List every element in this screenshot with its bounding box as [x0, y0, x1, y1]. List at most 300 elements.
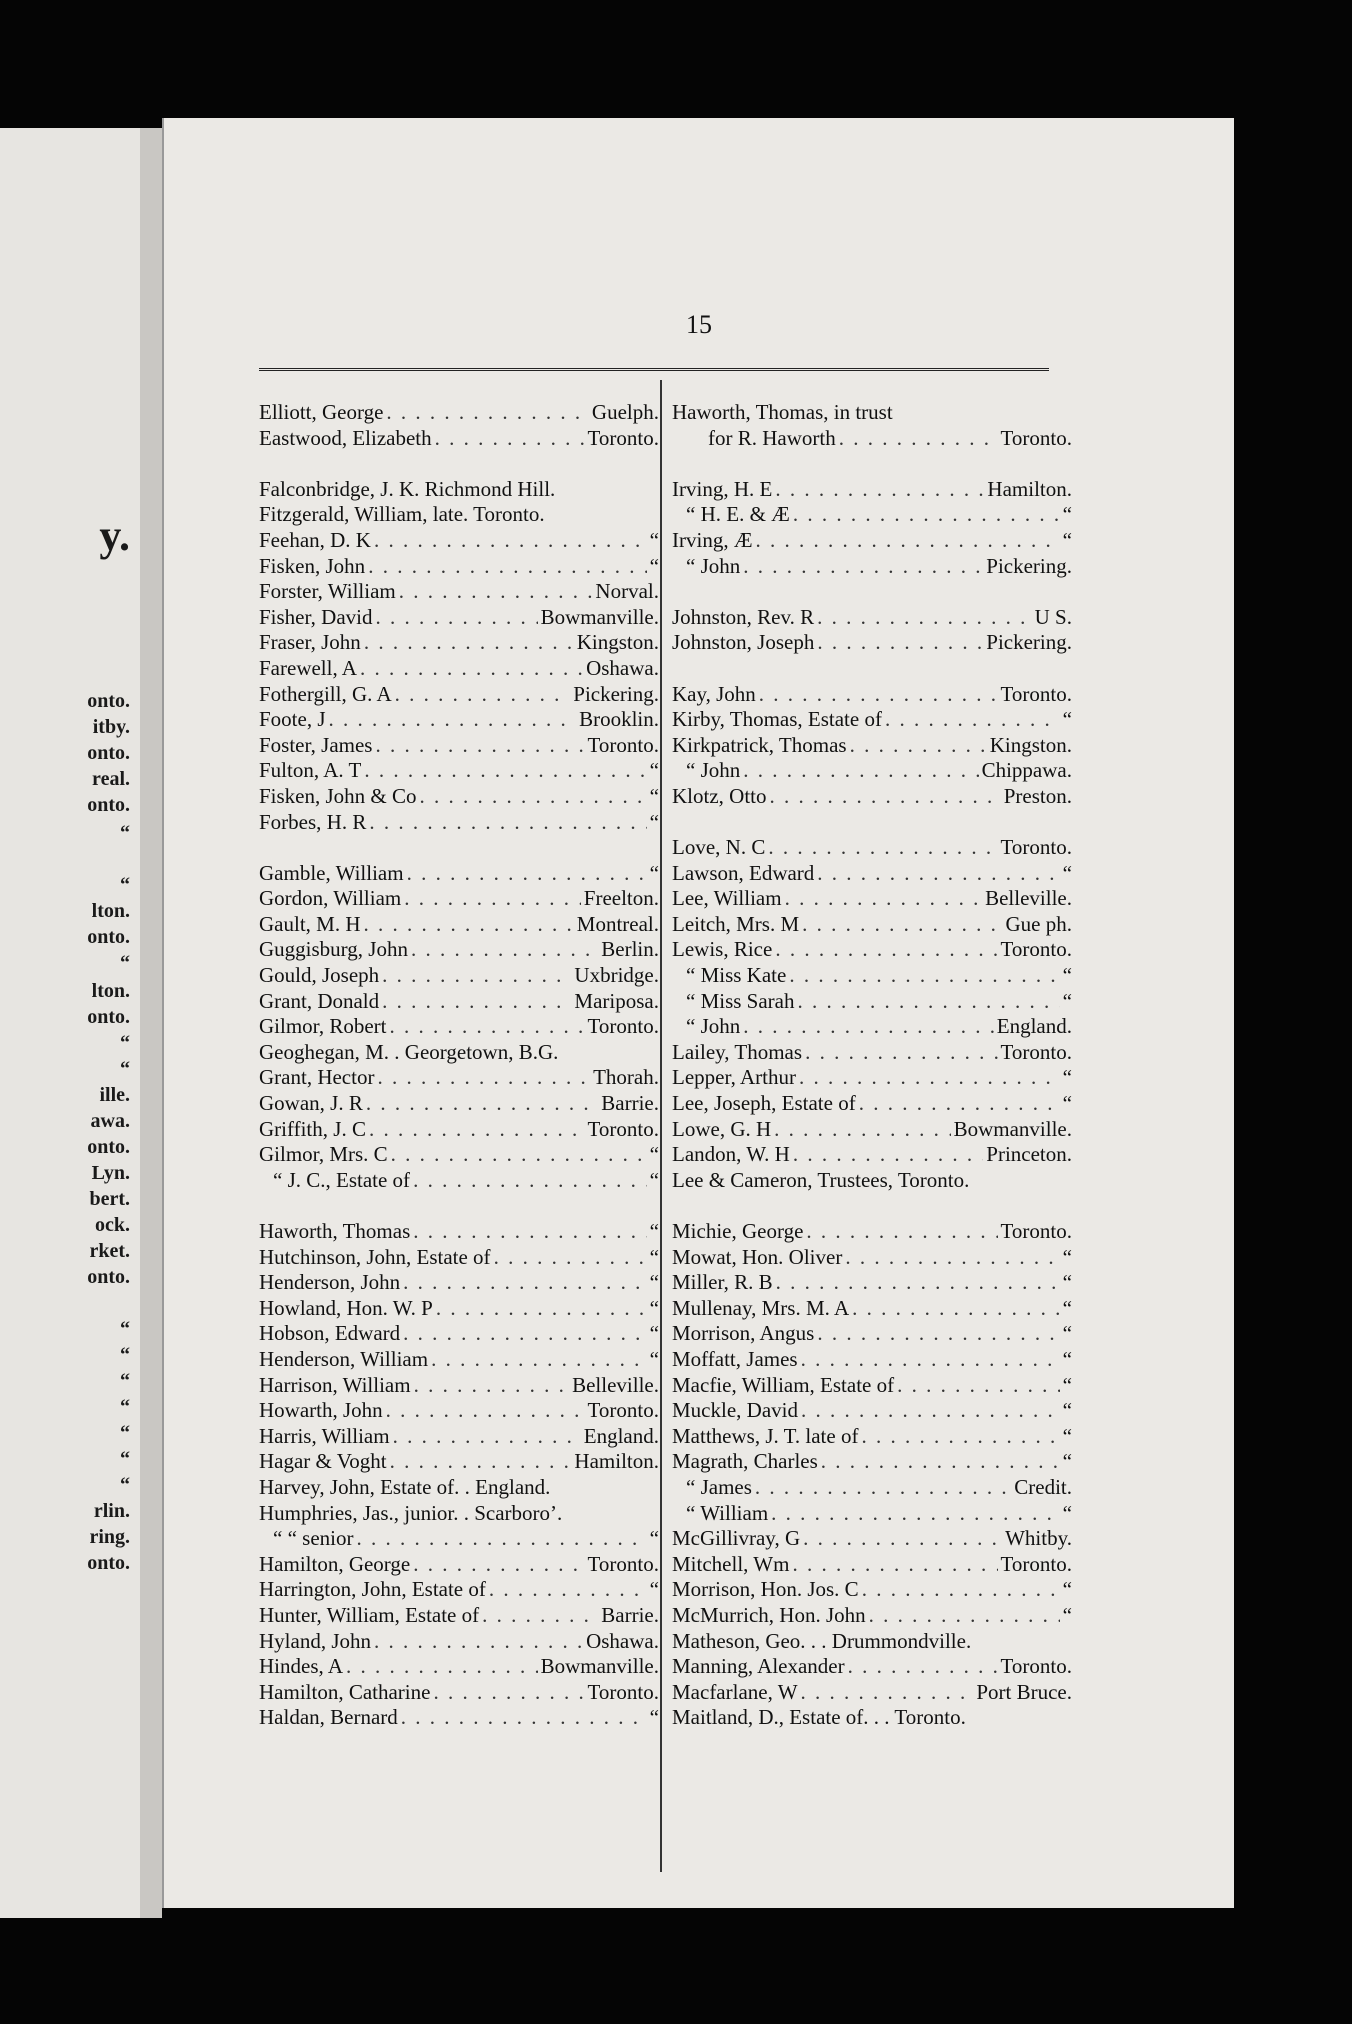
entry-place: U S. — [1034, 604, 1072, 629]
directory-entry — [672, 1577, 1072, 1603]
entry-name: Hamilton, Catharine — [259, 1679, 431, 1704]
directory-entry — [672, 426, 1072, 452]
directory-entry — [259, 1424, 659, 1450]
directory-entry — [672, 502, 1072, 528]
leader-dots — [885, 707, 1060, 733]
entry-place: “ — [1062, 527, 1072, 552]
entry-name: Lailey, Thomas — [672, 1039, 803, 1064]
entry-name: Leitch, Mrs. M — [672, 911, 800, 936]
directory-entry — [672, 1552, 1072, 1578]
entry-place: Toronto. — [587, 1679, 659, 1704]
directory-entry — [259, 1168, 659, 1194]
directory-entry — [672, 477, 1072, 503]
entry-name: Howarth, John — [259, 1398, 383, 1423]
leader-dots — [482, 1603, 598, 1629]
directory-entry — [672, 1603, 1072, 1629]
entry-name: Hagar & Voght — [259, 1449, 387, 1474]
leader-dots — [375, 733, 584, 759]
leader-dots — [399, 579, 593, 605]
directory-entry — [259, 1577, 659, 1603]
entry-place: Belleville. — [985, 886, 1072, 911]
leader-dots — [356, 1526, 646, 1552]
entry-name: Kay, John — [672, 681, 756, 706]
right-column — [672, 400, 1072, 1731]
facing-page-text: “ — [120, 1032, 130, 1054]
directory-entry — [259, 1705, 659, 1731]
entry-place: “ — [1062, 502, 1072, 527]
facing-page-text: onto. — [87, 926, 130, 948]
entry-name: Love, N. C — [672, 835, 766, 860]
directory-entry — [672, 682, 1072, 708]
directory-entry — [672, 1117, 1072, 1143]
entry-place: Gue ph. — [1005, 911, 1072, 936]
entry-name: Hutchinson, John, Estate of — [259, 1244, 491, 1269]
entry-name: Feehan, D. K — [259, 527, 371, 552]
directory-entry — [259, 989, 659, 1015]
column-divider — [660, 380, 662, 1872]
directory-entry — [672, 963, 1072, 989]
directory-entry — [672, 707, 1072, 733]
directory-entry — [259, 1321, 659, 1347]
directory-entry — [259, 630, 659, 656]
entry-name: Farewell, A — [259, 655, 357, 680]
leader-dots — [759, 682, 998, 708]
facing-page-text: “ — [120, 1058, 130, 1080]
entry-place: “ — [649, 553, 659, 578]
facing-page-text: “ — [120, 952, 130, 974]
leader-dots — [401, 1705, 647, 1731]
entry-name: Irving, H. E — [672, 476, 773, 501]
entry-name: Moffatt, James — [672, 1346, 798, 1371]
directory-entry — [672, 733, 1072, 759]
entry-place: Toronto. — [587, 1551, 659, 1576]
entry-place: Toronto. — [1000, 937, 1072, 962]
entry-place: “ — [1062, 1270, 1072, 1295]
directory-entry — [672, 1347, 1072, 1373]
entry-place: Hamilton. — [987, 476, 1072, 501]
directory-entry — [259, 810, 659, 836]
entry-name: “ J. C., Estate of — [273, 1167, 411, 1192]
directory-entry — [672, 554, 1072, 580]
leader-dots — [862, 1577, 1060, 1603]
directory-entry — [672, 1168, 1072, 1194]
entry-place: Pickering. — [573, 681, 659, 706]
entry-name: Falconbridge, J. K. Richmond Hill. — [259, 476, 556, 501]
leader-dots — [364, 630, 574, 656]
entry-place: Toronto. — [587, 1116, 659, 1141]
entry-place: “ — [649, 783, 659, 808]
directory-entry — [259, 554, 659, 580]
facing-page-text: ille. — [99, 1084, 130, 1106]
entry-place: Credit. — [1014, 1474, 1072, 1499]
facing-page-text: onto. — [87, 1136, 130, 1158]
leader-dots — [798, 989, 1060, 1015]
entry-place: Pickering. — [986, 630, 1072, 655]
leader-dots — [743, 554, 983, 580]
group-spacer — [259, 1193, 659, 1219]
facing-page-text: rket. — [89, 1240, 130, 1262]
entry-name: Henderson, John — [259, 1270, 401, 1295]
directory-entry — [259, 502, 659, 528]
directory-entry — [259, 1219, 659, 1245]
entry-name: Forbes, H. R — [259, 809, 367, 834]
directory-entry — [259, 912, 659, 938]
group-spacer — [672, 451, 1072, 477]
entry-name: Lee, Joseph, Estate of — [672, 1091, 856, 1116]
directory-entry — [259, 963, 659, 989]
facing-page-text: “ — [120, 1344, 130, 1366]
directory-entry — [672, 1091, 1072, 1117]
entry-name: Fraser, John — [259, 630, 361, 655]
entry-place: Princeton. — [986, 1142, 1072, 1167]
entry-name: Mowat, Hon. Oliver — [672, 1244, 843, 1269]
entry-name: Lee & Cameron, Trustees, Toronto. — [672, 1167, 970, 1192]
directory-entry — [259, 682, 659, 708]
entry-place: “ — [649, 1321, 659, 1346]
directory-entry — [672, 1501, 1072, 1527]
directory-entry — [259, 1629, 659, 1655]
entry-name: Johnston, Rev. R — [672, 604, 815, 629]
book-gutter — [140, 128, 162, 1918]
leader-dots — [793, 1142, 983, 1168]
leader-dots — [817, 630, 983, 656]
left-column — [259, 400, 659, 1731]
entry-place: Norval. — [595, 579, 659, 604]
directory-entry — [672, 886, 1072, 912]
entry-place: Oshawa. — [586, 1628, 659, 1653]
directory-entry — [259, 1475, 659, 1501]
entry-name: Harvey, John, Estate of. . England. — [259, 1474, 551, 1499]
leader-dots — [850, 733, 987, 759]
entry-name: Kirkpatrick, Thomas — [672, 732, 847, 757]
entry-name: Manning, Alexander — [672, 1654, 845, 1679]
leader-dots — [756, 528, 1060, 554]
leader-dots — [420, 784, 647, 810]
directory-entry — [672, 1526, 1072, 1552]
facing-page-text: ring. — [89, 1526, 130, 1548]
entry-name: “ H. E. & Æ — [686, 502, 790, 527]
directory-entry — [672, 1296, 1072, 1322]
entry-name: Mullenay, Mrs. M. A — [672, 1295, 850, 1320]
entry-name: Landon, W. H — [672, 1142, 790, 1167]
entry-place: “ — [649, 758, 659, 783]
leader-dots — [799, 1065, 1060, 1091]
directory-entry — [672, 605, 1072, 631]
leader-dots — [743, 758, 978, 784]
leader-dots — [435, 426, 585, 452]
entry-place: Toronto. — [1000, 681, 1072, 706]
entry-name: “ James — [686, 1474, 752, 1499]
leader-dots — [817, 1321, 1059, 1347]
directory-entry — [672, 1040, 1072, 1066]
directory-entry — [672, 1475, 1072, 1501]
facing-page-text: bert. — [89, 1188, 130, 1210]
directory-entry — [672, 861, 1072, 887]
facing-page-text: “ — [120, 1318, 130, 1340]
leader-dots — [802, 912, 1002, 938]
entry-name: Forster, William — [259, 579, 396, 604]
entry-place: “ — [1062, 1065, 1072, 1090]
entry-name: Macfarlane, W — [672, 1679, 798, 1704]
leader-dots — [369, 1117, 585, 1143]
leader-dots — [801, 1398, 1060, 1424]
entry-place: “ — [649, 1167, 659, 1192]
entry-place: “ — [649, 1705, 659, 1730]
entry-place: “ — [649, 1577, 659, 1602]
facing-page-text: rlin. — [93, 1500, 130, 1522]
leader-dots — [755, 1475, 1011, 1501]
leader-dots — [789, 963, 1059, 989]
entry-place: “ — [649, 1295, 659, 1320]
directory-entry — [672, 1449, 1072, 1475]
leader-dots — [821, 1449, 1060, 1475]
directory-entry — [259, 1040, 659, 1066]
directory-entry — [672, 784, 1072, 810]
leader-dots — [792, 1552, 997, 1578]
entry-place: “ — [1062, 1449, 1072, 1474]
facing-page-text: onto. — [87, 690, 130, 712]
entry-name: Grant, Donald — [259, 988, 380, 1013]
leader-dots — [403, 1321, 647, 1347]
entry-name: Haworth, Thomas, in trust — [672, 400, 893, 424]
directory-entry — [259, 1603, 659, 1629]
entry-place: Guelph. — [591, 400, 659, 424]
entry-name: Maitland, D., Estate of. . . Toronto. — [672, 1705, 966, 1730]
entry-place: “ — [649, 1526, 659, 1551]
leader-dots — [346, 1654, 538, 1680]
facing-page-text: lton. — [91, 900, 130, 922]
entry-name: Johnston, Joseph — [672, 630, 815, 655]
leader-dots — [776, 1270, 1060, 1296]
leader-dots — [374, 528, 647, 554]
entry-name: “ “ senior — [273, 1526, 354, 1551]
entry-place: Kingston. — [576, 630, 659, 655]
entry-place: “ — [649, 1346, 659, 1371]
entry-name: Gowan, J. R — [259, 1091, 363, 1116]
entry-name: Foster, James — [259, 732, 373, 757]
entry-name: “ John — [686, 553, 741, 578]
entry-place: “ — [1062, 1346, 1072, 1371]
facing-page-fragment — [0, 128, 143, 1918]
leader-dots — [803, 1526, 1002, 1552]
leader-dots — [801, 1680, 974, 1706]
entry-name: “ John — [686, 758, 741, 783]
leader-dots — [414, 1373, 570, 1399]
entry-place: Chippawa. — [981, 758, 1072, 783]
entry-name: Michie, George — [672, 1219, 804, 1243]
group-spacer — [672, 1193, 1072, 1219]
facing-page-text: “ — [120, 1474, 130, 1496]
directory-entry — [259, 1065, 659, 1091]
leader-dots — [404, 886, 581, 912]
directory-entry — [672, 630, 1072, 656]
directory-entry — [259, 1501, 659, 1527]
directory-entry — [672, 400, 1072, 426]
entry-place: Berlin. — [601, 937, 659, 962]
leader-dots — [374, 1629, 583, 1655]
entry-name: Foote, J — [259, 707, 326, 732]
entry-place: Toronto. — [1000, 425, 1072, 450]
entry-place: Kingston. — [989, 732, 1072, 757]
directory-entry — [259, 1680, 659, 1706]
leader-dots — [393, 1424, 581, 1450]
directory-entry — [672, 1424, 1072, 1450]
leader-dots — [806, 1219, 997, 1245]
entry-name: “ John — [686, 1014, 741, 1039]
entry-place: “ — [1062, 988, 1072, 1013]
directory-entry — [672, 937, 1072, 963]
directory-entry — [259, 784, 659, 810]
entry-name: Griffith, J. C — [259, 1116, 366, 1141]
entry-name: Gamble, William — [259, 860, 404, 885]
leader-dots — [389, 1014, 584, 1040]
entry-name: Gould, Joseph — [259, 963, 380, 988]
entry-name: Hobson, Edward — [259, 1321, 401, 1346]
entry-place: Mariposa. — [574, 988, 659, 1013]
leader-dots — [848, 1654, 998, 1680]
facing-page-text: awa. — [90, 1110, 130, 1132]
entry-name: Harris, William — [259, 1423, 390, 1448]
entry-name: “ Miss Kate — [686, 963, 787, 988]
leader-dots — [859, 1091, 1060, 1117]
leader-dots — [817, 861, 1059, 887]
leader-dots — [768, 835, 997, 861]
entry-name: Henderson, William — [259, 1346, 429, 1371]
leader-dots — [845, 1245, 1059, 1271]
directory-entry — [259, 477, 659, 503]
entry-name: Harrison, William — [259, 1372, 411, 1397]
directory-entry — [672, 1398, 1072, 1424]
entry-name: Fisher, David — [259, 604, 373, 629]
entry-place: “ — [1062, 1321, 1072, 1346]
entry-name: Gault, M. H — [259, 911, 361, 936]
leader-dots — [413, 1219, 646, 1245]
entry-name: “ Miss Sarah — [686, 988, 795, 1013]
directory-entry — [259, 1142, 659, 1168]
leader-dots — [793, 502, 1060, 528]
directory-entry — [672, 1245, 1072, 1271]
leader-dots — [817, 605, 1031, 631]
entry-name: Klotz, Otto — [672, 783, 767, 808]
directory-entry — [259, 758, 659, 784]
leader-dots — [386, 400, 589, 426]
facing-page-text: onto. — [87, 1006, 130, 1028]
entry-place: Hamilton. — [574, 1449, 659, 1474]
entry-name: Morrison, Angus — [672, 1321, 815, 1346]
facing-page-text: ock. — [95, 1214, 130, 1236]
leader-dots — [774, 1117, 950, 1143]
entry-place: Bowmanville. — [540, 604, 659, 629]
entry-name: Macfie, William, Estate of — [672, 1372, 895, 1397]
entry-place: “ — [649, 1270, 659, 1295]
leader-dots — [329, 707, 577, 733]
leader-dots — [391, 1142, 647, 1168]
directory-entry — [672, 1321, 1072, 1347]
entry-place: Preston. — [1003, 783, 1072, 808]
leader-dots — [364, 758, 646, 784]
entry-name: Gordon, William — [259, 886, 402, 911]
entry-name: Fitzgerald, William, late. Toronto. — [259, 502, 545, 527]
leader-dots — [494, 1245, 647, 1271]
directory-entry — [259, 1552, 659, 1578]
entry-name: Eastwood, Elizabeth — [259, 425, 432, 450]
directory-entry — [672, 1142, 1072, 1168]
directory-entry — [672, 989, 1072, 1015]
entry-name: Gilmor, Mrs. C — [259, 1142, 388, 1167]
entry-place: Port Bruce. — [976, 1679, 1072, 1704]
entry-name: for R. Haworth — [708, 425, 836, 450]
facing-page-text: “ — [120, 822, 130, 844]
entry-place: “ — [1062, 1602, 1072, 1627]
directory-entry — [672, 1654, 1072, 1680]
facing-page-text: “ — [120, 1370, 130, 1392]
directory-entry — [259, 1091, 659, 1117]
facing-page-text: onto. — [87, 1266, 130, 1288]
entry-place: Bowmanville. — [953, 1116, 1072, 1141]
entry-place: Barrie. — [601, 1091, 659, 1116]
leader-dots — [861, 1424, 1059, 1450]
directory-entry — [672, 758, 1072, 784]
group-spacer — [259, 451, 659, 477]
entry-place: “ — [1062, 1398, 1072, 1423]
entry-name: Muckle, David — [672, 1398, 798, 1423]
entry-place: England. — [583, 1423, 659, 1448]
leader-dots — [852, 1296, 1060, 1322]
leader-dots — [407, 861, 647, 887]
entry-name: Matthews, J. T. late of — [672, 1423, 859, 1448]
directory-entry — [259, 1398, 659, 1424]
directory-entry — [672, 1705, 1072, 1731]
directory-entry — [259, 861, 659, 887]
leader-dots — [489, 1577, 647, 1603]
entry-place: Toronto. — [1000, 1039, 1072, 1064]
entry-name: Kirby, Thomas, Estate of — [672, 707, 882, 732]
group-spacer — [259, 835, 659, 861]
leader-dots — [411, 937, 598, 963]
entry-name: Irving, Æ — [672, 527, 753, 552]
entry-place: Toronto. — [1000, 835, 1072, 860]
entry-place: Toronto. — [587, 1398, 659, 1423]
leader-dots — [413, 1552, 584, 1578]
leader-dots — [390, 1449, 572, 1475]
leader-dots — [413, 1168, 647, 1194]
leader-dots — [431, 1347, 647, 1373]
entry-place: “ — [1062, 1577, 1072, 1602]
entry-place: Belleville. — [572, 1372, 659, 1397]
entry-place: England. — [996, 1014, 1072, 1039]
leader-dots — [770, 784, 1001, 810]
directory-entry — [259, 400, 659, 426]
entry-place: “ — [1062, 1423, 1072, 1448]
leader-dots — [369, 810, 646, 836]
entry-place: Uxbridge. — [574, 963, 659, 988]
group-spacer — [672, 656, 1072, 682]
entry-name: Lepper, Arthur — [672, 1065, 796, 1090]
leader-dots — [386, 1398, 585, 1424]
directory-entry — [672, 528, 1072, 554]
entry-place: Thorah. — [593, 1065, 659, 1090]
leader-dots — [377, 1065, 590, 1091]
entry-name: “ William — [686, 1500, 769, 1525]
group-spacer — [672, 810, 1072, 836]
entry-name: Hunter, William, Estate of — [259, 1602, 480, 1627]
entry-place: “ — [1062, 1372, 1072, 1397]
directory-page — [162, 118, 1234, 1908]
leader-dots — [382, 963, 571, 989]
entry-name: Haworth, Thomas — [259, 1219, 411, 1243]
leader-dots — [366, 1091, 598, 1117]
leader-dots — [375, 605, 537, 631]
